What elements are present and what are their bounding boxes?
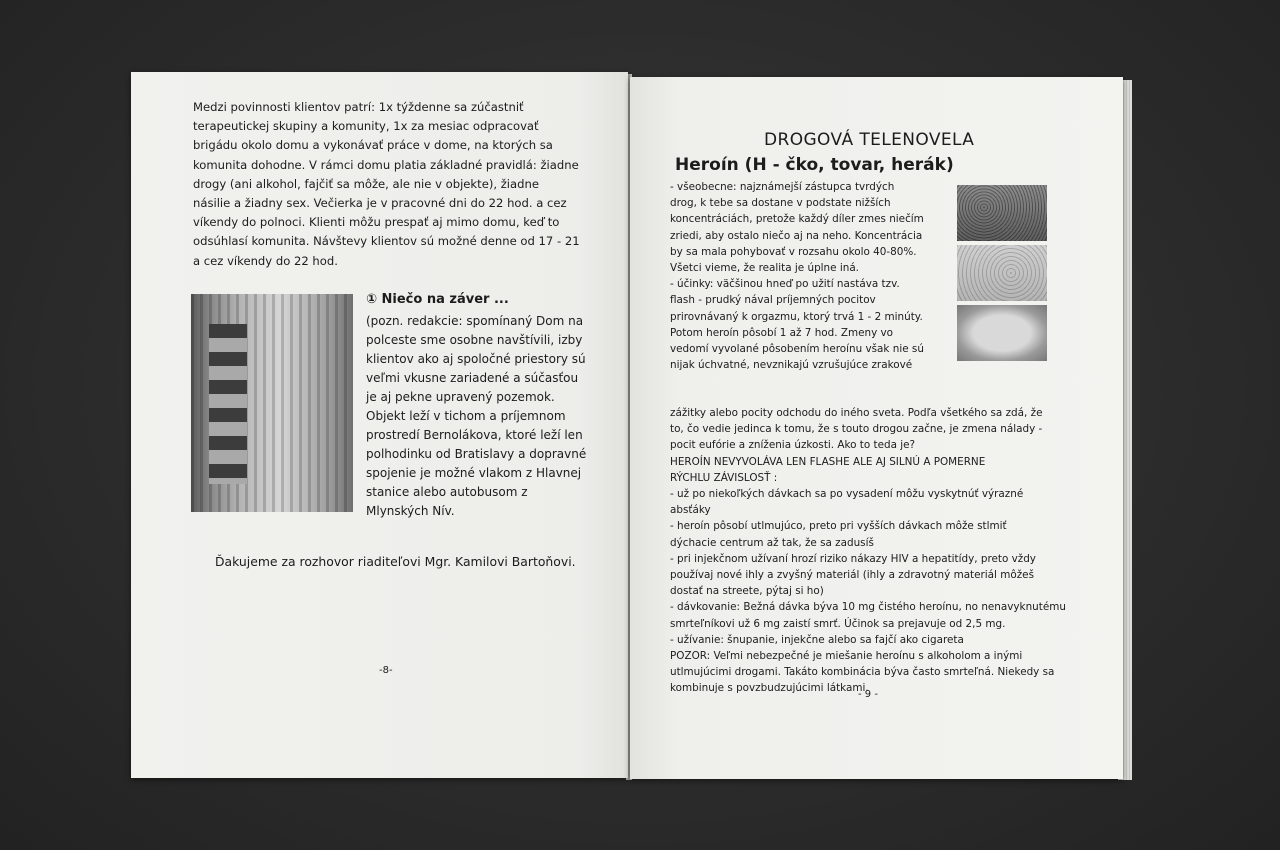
heroin-photo-1 — [957, 185, 1047, 241]
page-number-left: -8- — [379, 665, 393, 676]
thanks-line: Ďakujeme za rozhovor riaditeľovi Mgr. Kamilovi Bartoňovi. — [215, 554, 576, 569]
house-photo — [191, 294, 353, 512]
article-title: Heroín (H - čko, tovar, herák) — [675, 155, 954, 175]
article-text-top: - všeobecne: najznámejší zástupca tvrdých drog, k tebe sa dostane v podstate nižších koncentráciách, pretože každý díler zmes niečím zriedi, aby ostalo niečo aj na neho. Koncentrácia by sa mala pohybovať v rozsahu okolo 40-80%. Všetci vieme, že realita je úplne iná. - účinky: väčšinou hneď po užití nastáva tzv. flash - prudký nával príjemných pocitov prirovnávaný k orgazmu, ktorý trvá 1 - 2 minúty. Potom heroín pôsobí 1 až 7 hod. Zmeny vo vedomí vyvolané pôsobením heroínu však nie sú nijak úchvatné, nevznikajú vzrušujúce zrakové — [670, 181, 924, 372]
left-page — [131, 72, 628, 778]
closing-paragraph: (pozn. redakcie: spomínaný Dom na polceste sme osobne navštívili, izby klientov ako aj spoločné priestory sú veľmi vkusne zariadené a súčasťou je aj pekne upravený pozemok. Objekt leží v tichom a príjemnom prostredí Bernolákova, ktoré leží len polhodinku od Bratislavy a dopravné spojenie je možné vlakom z Hlavnej stanice alebo autobusom z Mlynských Nív. — [366, 314, 587, 518]
section-title: DROGOVÁ TELENOVELA — [764, 130, 975, 150]
page-number-right: - 9 - — [858, 689, 878, 700]
heroin-photo-2 — [957, 245, 1047, 301]
intro-paragraph: Medzi povinnosti klientov patrí: 1x týždenne sa zúčastniť terapeutickej skupiny a komunity, 1x za mesiac odpracovať brigádu okolo domu a vykonávať práce v dome, na ktorých sa komunita dohodne. V rámci domu platia základné pravidlá: žiadne drogy (ani alkohol, fajčiť sa môže, ale nie v objekte), žiadne násilie a žiadny sex. Večierka je v pracovné dni do 22 hod. a cez víkendy do polnoci. Klienti môžu prespať aj mimo domu, keď to odsúhlasí komunita. Návštevy klientov sú možné denne od 17 - 21 a cez víkendy do 22 hod. — [193, 100, 580, 268]
right-page — [630, 77, 1123, 779]
closing-heading: ① Niečo na záver ... — [366, 292, 509, 307]
heroin-photos — [957, 185, 1047, 363]
article-text-bottom: zážitky alebo pocity odchodu do iného sveta. Podľa všetkého sa zdá, že to, čo vedie jedinca k tomu, že s touto drogou začne, je zmena nálady - pocit eufórie a zníženia úzkosti. Ako to teda je? HEROÍN NEVYVOLÁVA LEN FLASHE ALE AJ SILNÚ A POMERNE RÝCHLU ZÁVISLOSŤ : - už po niekoľkých dávkach sa po vysadení môžu vyskytnúť výrazné absťáky - heroín pôsobí utlmujúco, preto pri vyšších dávkach môže stlmiť dýchacie centrum až tak, že sa zadusíš - pri injekčnom užívaní hrozí riziko nákazy HIV a hepatitídy, preto vždy používaj nové ihly a zvyšný materiál (ihly a zdravotný materiál môžeš dostať na streete, pýtaj si ho) - dávkovanie: Bežná dávka býva 10 mg čistého heroínu, no nenavyknutému smrteľníkovi už 6 mg zaistí smrť. Účinok sa prejavuje od 2,5 mg. - užívanie: šnupanie, injekčne alebo sa fajčí ako cigareta POZOR: Veľmi nebezpečné je miešanie heroínu s alkoholom a inými utlmujúcimi drogami. Takáto kombinácia býva často smrteľná. Niekedy sa kombinuje s povzbudzujúcimi látkami. — [670, 407, 1066, 695]
heroin-photo-3 — [957, 305, 1047, 361]
